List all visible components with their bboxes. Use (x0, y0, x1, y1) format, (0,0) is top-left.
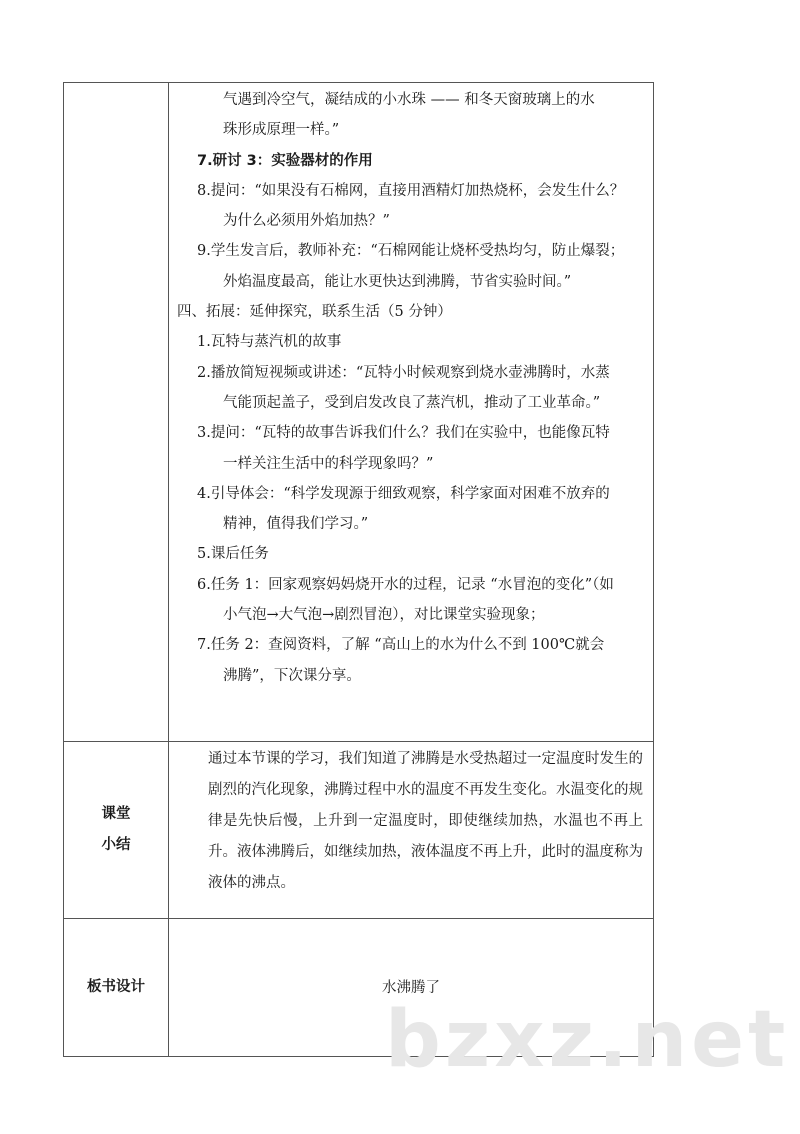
teaching-process-label-cell (64, 83, 169, 742)
process-lines (177, 85, 645, 691)
summary-text-block (177, 744, 645, 899)
process-line: 四、拓展：延伸探究，联系生活（5 分钟） (177, 304, 452, 321)
process-line: 珠形成原理一样。” (223, 122, 340, 139)
summary-label-line2: 小结 (101, 837, 131, 853)
process-line: 1.瓦特与蒸汽机的故事 (197, 334, 342, 351)
process-line: 外焰温度最高，能让水更快达到沸腾，节省实验时间。” (223, 273, 572, 290)
process-line: 气遇到冷空气，凝结成的小水珠 —— 和冬天窗玻璃上的水 (223, 92, 595, 108)
process-line: 气能顶起盖子，受到启发改良了蒸汽机，推动了工业革命。” (223, 394, 601, 411)
process-line: 为什么必须用外焰加热？” (223, 213, 390, 230)
process-line: 7.研讨 3：实验器材的作用 (197, 152, 373, 169)
teaching-process-content (169, 83, 654, 742)
process-line: 6.任务 1：回家观察妈妈烧开水的过程，记录 “水冒泡的变化”（如 (197, 576, 614, 593)
summary-row (64, 742, 654, 919)
process-line: 2.播放简短视频或讲述：“瓦特小时候观察到烧水壶沸腾时，水蒸 (197, 364, 610, 381)
watermark-text: bzxz.net (385, 995, 790, 1085)
process-line: 沸腾”，下次课分享。 (223, 667, 361, 684)
teaching-process-row (64, 83, 654, 742)
board-design-label: 板书设计 (64, 919, 169, 1057)
summary-paragraph: 通过本节课的学习，我们知道了沸腾是水受热超过一定温度时发生的剧烈的汽化现象，沸腾过程中水的温度不再发生变化。水温变化的规律是先快后慢，上升到一定温度时，即使继续加热，水温也不再上升。液体沸腾后，如继续加热，液体温度不再上升，此时的温度称为液体的沸点。 (208, 751, 643, 891)
process-line: 一样关注生活中的科学现象吗？” (223, 455, 434, 472)
process-line: 小气泡→大气泡→剧烈冒泡），对比课堂实验现象； (223, 607, 545, 624)
process-line: 3.提问：“瓦特的故事告诉我们什么？我们在实验中，也能像瓦特 (197, 425, 610, 442)
process-line: 5.课后任务 (197, 546, 269, 563)
summary-content (169, 742, 654, 919)
board-design-title: 水沸腾了 (382, 980, 440, 996)
process-line: 4.引导体会：“科学发现源于细致观察，科学家面对困难不放弃的 (197, 485, 610, 502)
process-line: 精神，值得我们学习。” (223, 516, 369, 533)
lesson-plan-table (63, 82, 654, 1057)
summary-label-line1: 课堂 (101, 806, 131, 822)
process-line: 7.任务 2：查阅资料，了解 “高山上的水为什么不到 100℃就会 (197, 637, 605, 654)
summary-label-cell (64, 742, 169, 919)
process-line: 8.提问：“如果没有石棉网，直接用酒精灯加热烧杯，会发生什么？ (197, 182, 625, 199)
process-line: 9.学生发言后，教师补充：“石棉网能让烧杯受热均匀，防止爆裂； (197, 243, 625, 260)
